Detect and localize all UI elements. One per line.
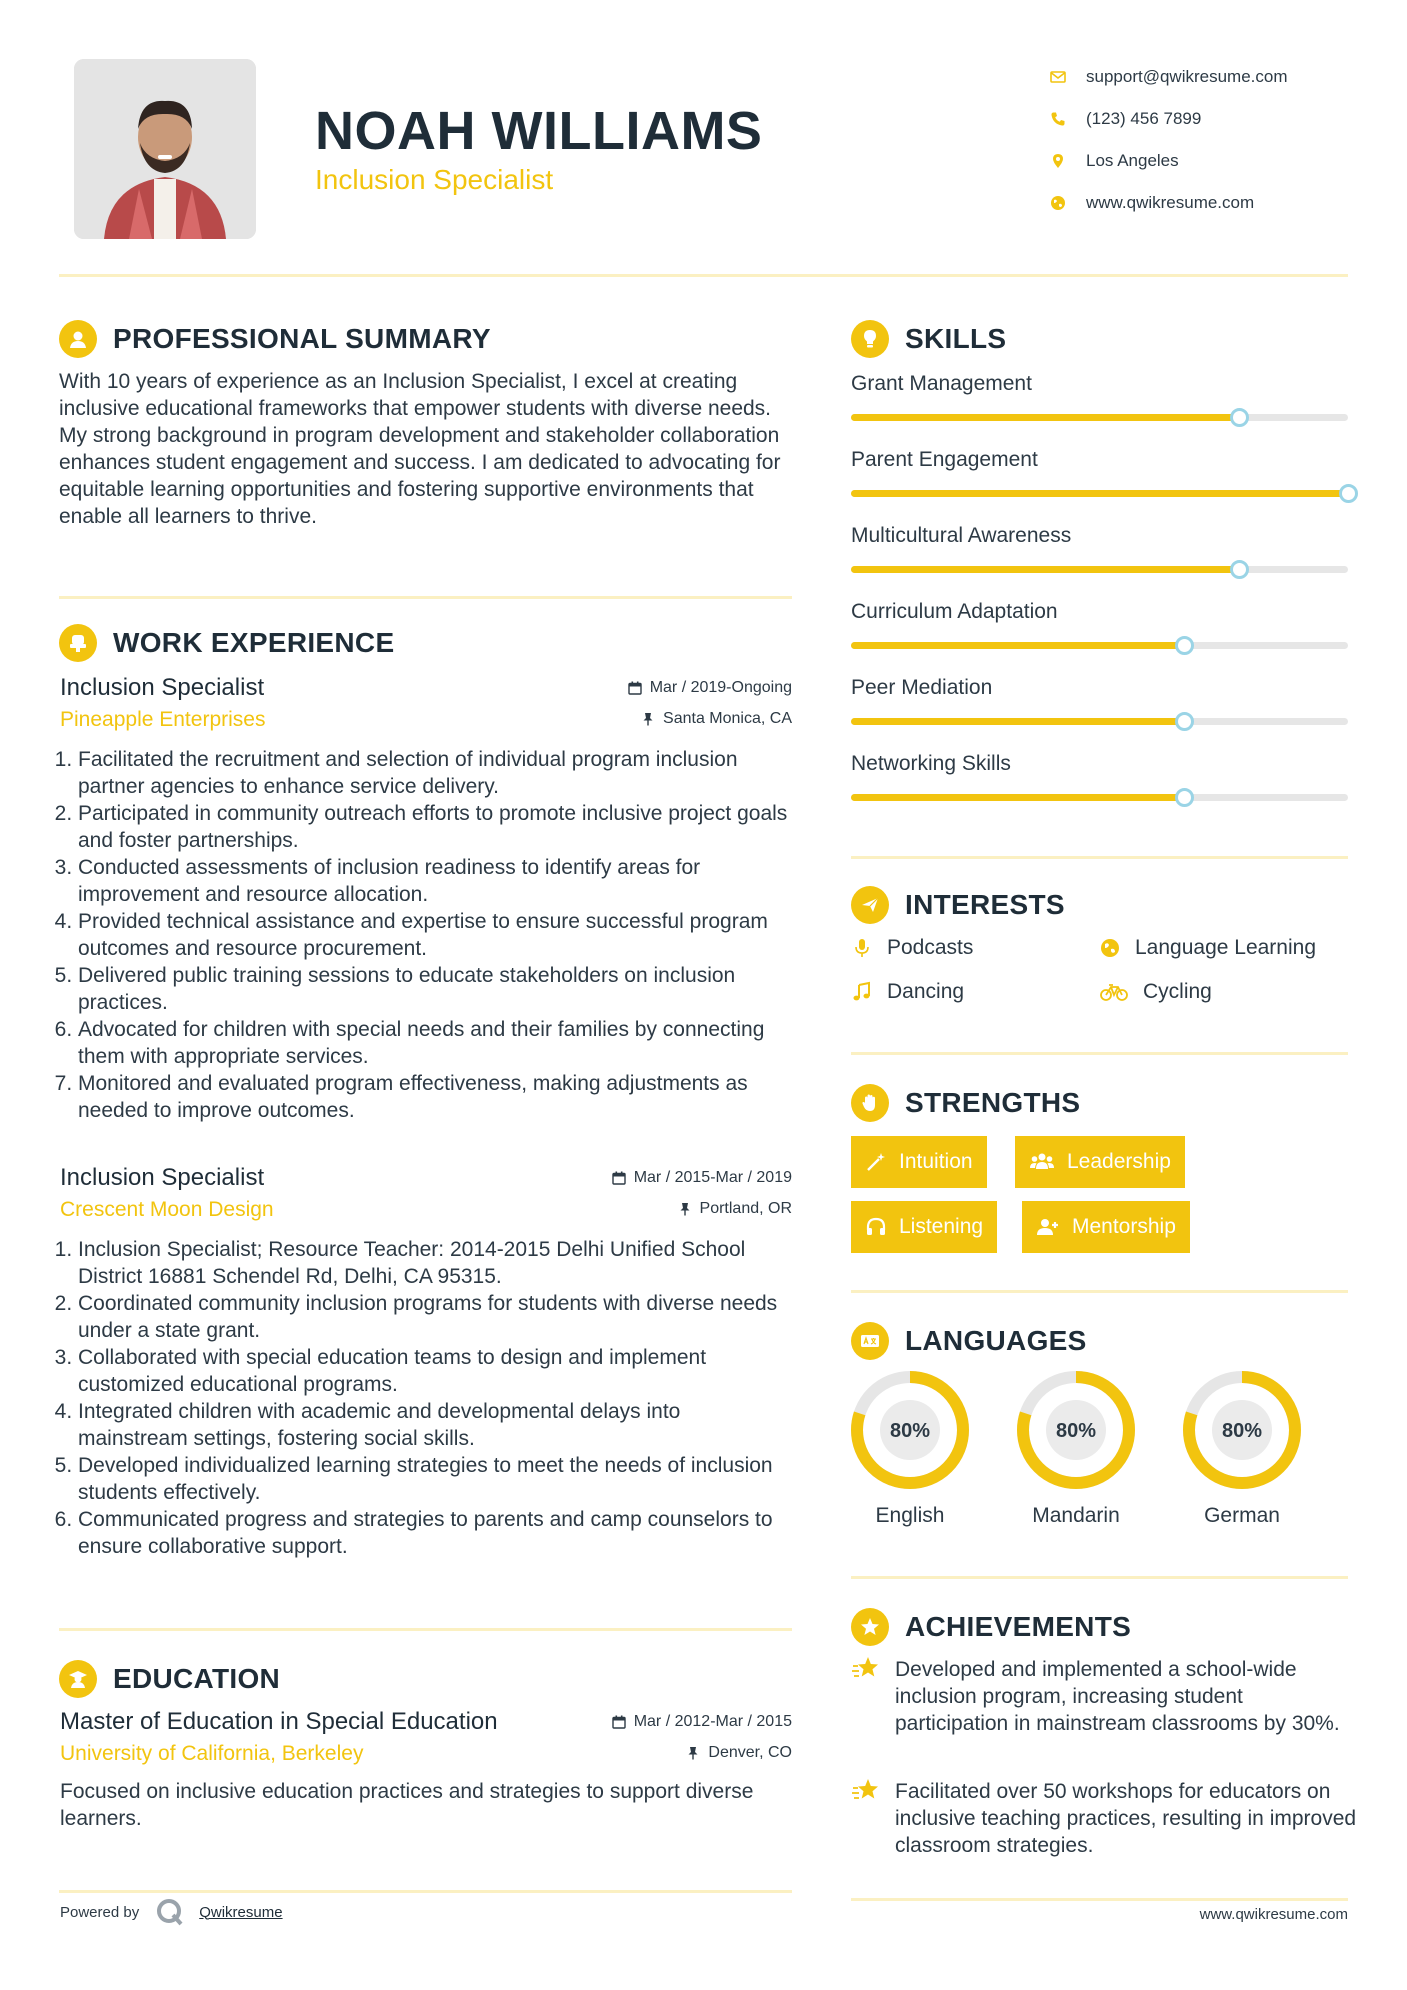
language-item <box>1182 1370 1302 1528</box>
interest-label: Language Learning <box>1135 936 1317 959</box>
language-percent: 80% <box>889 1420 931 1442</box>
strength-label: Listening <box>899 1215 984 1238</box>
magic-wand-icon <box>865 1151 887 1173</box>
list-item: 2. Coordinated community inclusion programs for students with diverse needs under a state grant. <box>78 1290 792 1344</box>
job-date-text: Mar / 2019-Ongoing <box>649 679 792 696</box>
skill-item <box>851 676 1348 725</box>
contact-location-text: Los Angeles <box>1086 151 1179 170</box>
job-location <box>641 710 792 728</box>
interests-heading <box>851 886 1065 924</box>
calendar-icon <box>612 1715 626 1729</box>
star-badge-icon <box>851 1608 889 1646</box>
education-title: EDUCATION <box>113 1663 281 1694</box>
interest-item <box>851 980 964 1004</box>
skills-heading <box>851 320 1006 358</box>
contact-email[interactable] <box>1050 56 1288 98</box>
skill-knob <box>1339 484 1358 503</box>
skill-fill <box>851 642 1184 649</box>
language-percent: 80% <box>1055 1420 1097 1442</box>
language-item <box>1016 1370 1136 1528</box>
interests-divider <box>851 1052 1348 1055</box>
skill-knob <box>1175 788 1194 807</box>
graduate-icon <box>59 1660 97 1698</box>
list-item: 1. Facilitated the recruitment and selection of individual program inclusion partner agencies to enhance service delivery. <box>78 746 792 800</box>
skill-item <box>851 752 1348 801</box>
job-date-text: Mar / 2015-Mar / 2019 <box>633 1169 792 1186</box>
summary-text: With 10 years of experience as an Inclusion Specialist, I excel at creating inclusive educational frameworks that empower students with diverse needs. My strong background in program development and stakeholder collaboration enhances student engagement and success. I am dedicated to advocating for equitable learning opportunities and fostering supportive environments that enable all learners to thrive. <box>59 370 781 528</box>
language-ring <box>1182 1370 1302 1490</box>
language-icon <box>851 1322 889 1360</box>
list-item: 6. Communicated progress and strategies to parents and camp counselors to ensure collaborative support. <box>78 1506 792 1560</box>
skill-fill <box>851 718 1184 725</box>
list-item: 4. Integrated children with academic and developmental delays into mainstream settings, fostering social skills. <box>78 1398 792 1452</box>
brand-link[interactable]: Qwikresume <box>199 1903 283 1921</box>
interest-item <box>851 936 973 960</box>
interest-label: Cycling <box>1143 980 1212 1003</box>
contact-location <box>1050 140 1288 182</box>
skill-knob <box>1175 636 1194 655</box>
skill-item <box>851 372 1348 421</box>
skill-knob <box>1175 712 1194 731</box>
strength-label: Intuition <box>899 1150 973 1173</box>
users-icon <box>1029 1151 1055 1173</box>
footer-url[interactable]: www.qwikresume.com <box>1199 1906 1348 1923</box>
languages-divider <box>851 1576 1348 1579</box>
job-entry-2 <box>60 1164 792 1560</box>
globe-icon <box>1099 937 1121 959</box>
contact-phone-text: (123) 456 7899 <box>1086 109 1202 128</box>
list-item: 4. Provided technical assistance and expertise to ensure successful program outcomes and resource procurement. <box>78 908 792 962</box>
bicycle-icon <box>1099 981 1129 1003</box>
strength-tag <box>1022 1201 1190 1253</box>
job-bullets <box>60 1236 792 1560</box>
skills-title: SKILLS <box>905 323 1007 354</box>
strength-label: Leadership <box>1067 1150 1171 1173</box>
interest-item <box>1099 936 1316 960</box>
skill-knob <box>1230 560 1249 579</box>
summary-title: PROFESSIONAL SUMMARY <box>113 323 491 354</box>
skill-fill <box>851 794 1184 801</box>
language-ring <box>850 1370 970 1490</box>
education-date <box>612 1713 792 1731</box>
achievements-divider <box>851 1898 1348 1901</box>
calendar-icon <box>628 681 642 695</box>
job-entry-1 <box>60 674 792 1124</box>
music-note-icon <box>851 981 873 1003</box>
calendar-icon <box>612 1171 626 1185</box>
contact-website-text: www.qwikresume.com <box>1086 193 1255 212</box>
interest-label: Podcasts <box>887 936 974 959</box>
powered-by-text: Powered by <box>60 1903 140 1921</box>
achievement-item <box>851 1656 1361 1737</box>
briefcase-icon <box>59 624 97 662</box>
interest-item <box>1099 980 1212 1004</box>
job-company: Pineapple Enterprises <box>60 708 266 731</box>
skill-bar <box>851 794 1348 801</box>
skill-bar <box>851 490 1348 497</box>
language-name: English <box>875 1504 945 1527</box>
job-bullets <box>60 746 792 1124</box>
skill-bar <box>851 414 1348 421</box>
envelope-icon <box>1050 69 1066 85</box>
list-item: 2. Participated in community outreach efforts to promote inclusive project goals and foster partnerships. <box>78 800 792 854</box>
microphone-icon <box>851 937 873 959</box>
qwikresume-logo-icon <box>155 1897 185 1927</box>
education-divider <box>59 1890 792 1893</box>
contact-email-text: support@qwikresume.com <box>1086 67 1288 86</box>
experience-heading <box>59 624 394 662</box>
interests-title: INTERESTS <box>905 889 1065 920</box>
job-location-text: Portland, OR <box>699 1200 792 1217</box>
list-item: 5. Developed individualized learning strategies to meet the needs of inclusion students effectively. <box>78 1452 792 1506</box>
education-heading <box>59 1660 280 1698</box>
globe-icon <box>1050 195 1066 211</box>
skill-name: Networking Skills <box>851 752 1011 775</box>
pushpin-icon <box>686 1746 700 1760</box>
strengths-heading <box>851 1084 1080 1122</box>
interest-label: Dancing <box>887 980 965 1003</box>
star-icon <box>851 1654 881 1684</box>
footer-powered-by <box>60 1897 283 1927</box>
achievements-heading <box>851 1608 1131 1646</box>
education-location <box>686 1744 792 1762</box>
strength-tag <box>1015 1136 1185 1188</box>
job-date <box>628 679 792 697</box>
header-divider <box>59 274 1348 277</box>
strength-label: Mentorship <box>1072 1215 1176 1238</box>
experience-divider <box>59 1628 792 1631</box>
summary-heading <box>59 320 491 358</box>
strength-tag <box>851 1201 997 1253</box>
experience-title: WORK EXPERIENCE <box>113 627 395 658</box>
list-item: 3. Conducted assessments of inclusion readiness to identify areas for improvement and resource allocation. <box>78 854 792 908</box>
contact-phone[interactable] <box>1050 98 1288 140</box>
hand-icon <box>851 1084 889 1122</box>
skill-name: Curriculum Adaptation <box>851 600 1058 623</box>
skill-fill <box>851 414 1239 421</box>
languages-heading <box>851 1322 1087 1360</box>
job-location-text: Santa Monica, CA <box>663 710 792 727</box>
user-icon <box>59 320 97 358</box>
language-name: German <box>1204 1504 1280 1527</box>
skill-fill <box>851 490 1348 497</box>
job-title: Inclusion Specialist <box>60 674 265 701</box>
skill-name: Peer Mediation <box>851 676 993 699</box>
education-date-text: Mar / 2012-Mar / 2015 <box>633 1713 792 1730</box>
strengths-title: STRENGTHS <box>905 1087 1081 1118</box>
location-pin-icon <box>1050 153 1066 169</box>
language-name: Mandarin <box>1032 1504 1120 1527</box>
job-company: Crescent Moon Design <box>60 1198 274 1221</box>
phone-icon <box>1050 111 1066 127</box>
list-item: 6. Advocated for children with special needs and their families by connecting them with appropriate services. <box>78 1016 792 1070</box>
languages-title: LANGUAGES <box>905 1325 1087 1356</box>
list-item: 1. Inclusion Specialist; Resource Teacher: 2014-2015 Delhi Unified School District 16881 Schendel Rd, Delhi, CA 95315. <box>78 1236 792 1290</box>
candidate-role: Inclusion Specialist <box>315 164 554 195</box>
strengths-divider <box>851 1290 1348 1293</box>
paper-plane-icon <box>851 886 889 924</box>
contact-website[interactable] <box>1050 182 1288 224</box>
skill-item <box>851 600 1348 649</box>
pushpin-icon <box>641 712 655 726</box>
strength-tag <box>851 1136 987 1188</box>
list-item: 5. Delivered public training sessions to educate stakeholders on inclusion practices. <box>78 962 792 1016</box>
skill-bar <box>851 642 1348 649</box>
headphones-icon <box>865 1216 887 1238</box>
education-description: Focused on inclusive education practices and strategies to support diverse learners. <box>60 1780 754 1830</box>
achievements-title: ACHIEVEMENTS <box>905 1611 1132 1642</box>
user-plus-icon <box>1036 1216 1060 1238</box>
achievement-text: Developed and implemented a school-wide inclusion program, increasing student participation in mainstream classrooms by 30%. <box>895 1658 1340 1735</box>
education-entry <box>60 1708 792 1832</box>
school-name: University of California, Berkeley <box>60 1742 364 1765</box>
skill-knob <box>1230 408 1249 427</box>
skill-item <box>851 448 1348 497</box>
skills-divider <box>851 856 1348 859</box>
candidate-name: NOAH WILLIAMS <box>315 101 763 161</box>
skill-item <box>851 524 1348 573</box>
education-location-text: Denver, CO <box>708 1744 792 1761</box>
language-ring <box>1016 1370 1136 1490</box>
person-photo-icon <box>74 59 256 239</box>
job-date <box>612 1169 792 1187</box>
skill-name: Grant Management <box>851 372 1032 395</box>
contact-list <box>1050 56 1288 224</box>
achievement-text: Facilitated over 50 workshops for educators on inclusive teaching practices, resulting in improved classroom strategies. <box>895 1780 1357 1857</box>
profile-photo <box>74 59 256 239</box>
star-icon <box>851 1776 881 1806</box>
skill-bar <box>851 718 1348 725</box>
pushpin-icon <box>678 1202 692 1216</box>
language-percent: 80% <box>1221 1420 1263 1442</box>
achievement-item <box>851 1778 1361 1859</box>
language-item <box>850 1370 970 1528</box>
list-item: 3. Collaborated with special education teams to design and implement customized educational programs. <box>78 1344 792 1398</box>
skill-fill <box>851 566 1239 573</box>
skill-name: Parent Engagement <box>851 448 1038 471</box>
degree-title: Master of Education in Special Education <box>60 1708 498 1735</box>
job-location <box>678 1200 792 1218</box>
lightbulb-icon <box>851 320 889 358</box>
skill-bar <box>851 566 1348 573</box>
skill-name: Multicultural Awareness <box>851 524 1072 547</box>
list-item: 7. Monitored and evaluated program effectiveness, making adjustments as needed to improve outcomes. <box>78 1070 792 1124</box>
job-title: Inclusion Specialist <box>60 1164 265 1191</box>
summary-divider <box>59 596 792 599</box>
